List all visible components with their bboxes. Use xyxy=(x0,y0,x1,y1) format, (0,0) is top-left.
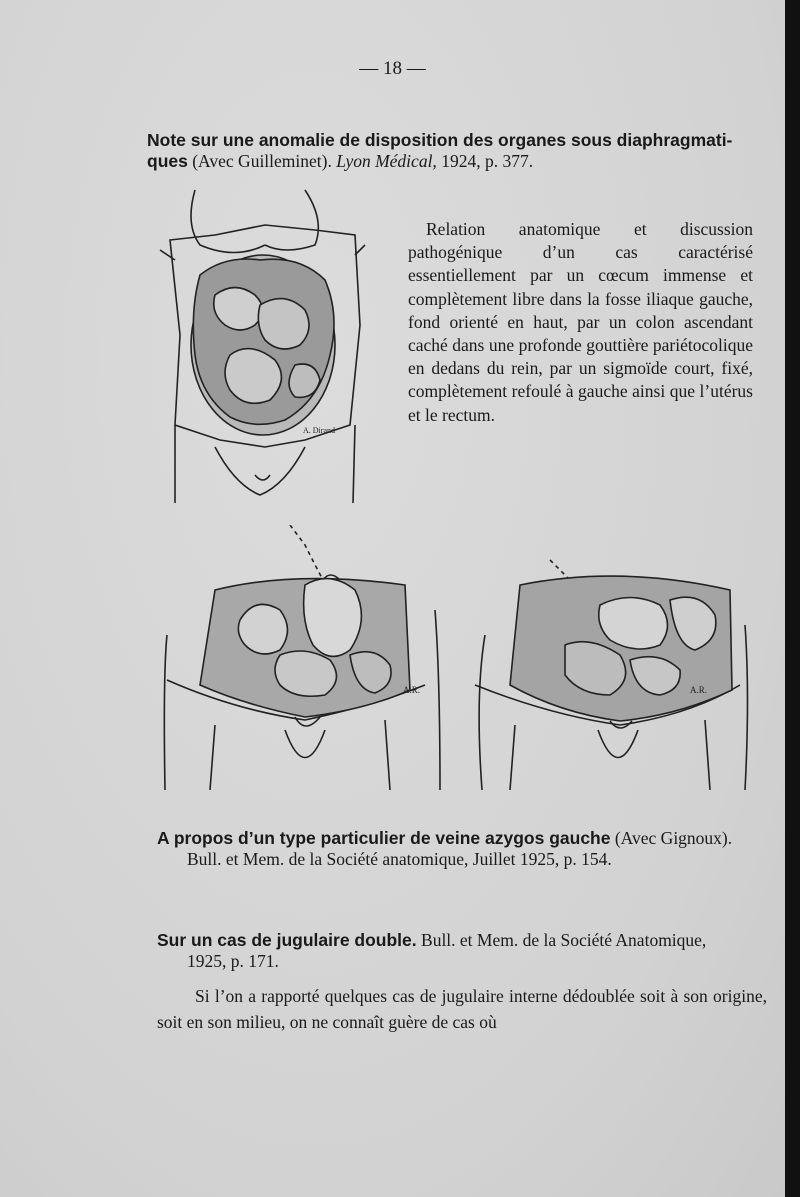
case-description: Relation anatomique et discussion pathogénique d’un cas caractérisé essentiellement par un cœcum immense et complètement libre dans la fosse iliaque gauche, fond orienté en haut, par un colon ascendant caché dans une profonde gouttière pariétocolique en dedans du rein, par un sigmoïde court, fixé, complètement refoulé à gauche ainsi que l’utérus et le rectum. xyxy=(408,219,753,425)
jugulaire-ref-cont: 1925, p. 171. xyxy=(187,951,279,971)
note-journal: Lyon Médical, xyxy=(336,151,437,171)
scan-edge xyxy=(785,0,800,1197)
jugulaire-title: Sur un cas de jugulaire double. xyxy=(157,930,417,950)
note-title-continued: ques xyxy=(147,151,188,171)
note-authors: (Avec Guilleminet). xyxy=(187,151,337,171)
page-number: — 18 — xyxy=(359,58,426,79)
figure-abdomen-1 xyxy=(155,185,370,505)
figure-3-signature: A.R. xyxy=(690,685,708,695)
note-title: Note sur une anomalie de disposition des organes sous diaphragmati- xyxy=(147,130,733,150)
figure-2-signature: A.R. xyxy=(403,685,421,695)
figure-1-signature: A. Dirand xyxy=(303,426,335,435)
azygos-title: A propos d’un type particulier de veine azygos gauche xyxy=(157,828,611,848)
jugulaire-ref: Bull. et Mem. de la Société Anatomique, xyxy=(416,930,707,950)
figure-abdomen-2 xyxy=(155,525,445,790)
azygos-reference: Bull. et Mem. de la Société anatomique, Juillet 1925, p. 154. xyxy=(187,849,612,869)
azygos-entry xyxy=(157,828,767,870)
azygos-authors: (Avec Gignoux). xyxy=(610,828,733,848)
jugulaire-entry xyxy=(157,930,772,972)
body-paragraph: Si l’on a rapporté quelques cas de jugulaire interne dédoublée soit à son origine, soit en son milieu, on ne connaît guère de cas où xyxy=(157,986,767,1032)
note-ref-end: 1924, p. 377. xyxy=(436,151,534,171)
note-entry xyxy=(147,130,762,172)
figure-abdomen-3 xyxy=(470,545,755,790)
